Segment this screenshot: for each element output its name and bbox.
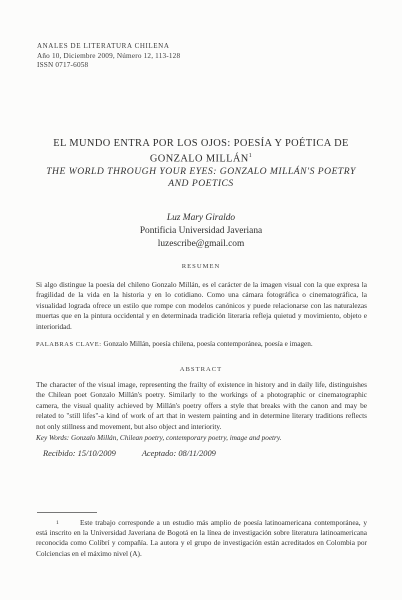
footnote-mark: 1	[56, 520, 59, 526]
key-words-label: Key Words:	[36, 434, 70, 442]
journal-issue: Año 10, Diciembre 2009, Número 12, 113-128	[37, 51, 181, 60]
abstract-heading: ABSTRACT	[179, 366, 223, 373]
resumen-heading: RESUMEN	[181, 263, 221, 270]
submission-dates	[43, 449, 216, 458]
palabras-clave-label: PALABRAS CLAVE:	[36, 341, 102, 348]
footnote-divider	[37, 512, 97, 513]
key-words	[36, 433, 367, 443]
title-es-text: EL MUNDO ENTRA POR LOS OJOS: POESÍA Y POÉTICA DE GONZALO MILLÁN	[53, 138, 349, 165]
received-date: Recibido: 15/10/2009	[43, 449, 116, 458]
journal-header	[37, 42, 180, 71]
abstract-body: The character of the visual image, representing the frailty of existence in history and in daily life, distinguishes the Chilean poet Gonzalo Millán's poetry. Similarly to the workings of a photographic or cinematographic camera, the visual quality achieved by Millán's poetry offers a style that breaks with the canon and may be related to "still lifes"-a kind of work of art that in western painting and in determine literary traditions reflects not only stillness and movement, but also object and interiority.	[36, 380, 367, 431]
author-email[interactable]: luzescribe@gmail.com	[157, 239, 245, 249]
footnote	[36, 518, 367, 559]
article-title-spanish	[36, 138, 366, 166]
author-affiliation: Pontificia Universidad Javeriana	[139, 226, 263, 236]
resumen-body: Si algo distingue la poesía del chileno Gonzalo Millán, es el carácter de la imagen visual con la que expresa la fragilidad de la vida en la historia y en lo cotidiano. Como una cámara fotográfica o cinematográfica, la visualidad lograda ofrece un estilo que rompe con modelos canónicos y puede relacionarse con las naturalezas muertas que en la pintura occidental y en determinada tradición literaria refleja quietud y movimiento, objeto e interioridad.	[36, 280, 367, 331]
journal-issn: ISSN 0717-6058	[37, 61, 89, 70]
author-name: Luz Mary Giraldo	[166, 213, 236, 223]
title-footnote-mark: 1	[248, 153, 253, 160]
palabras-clave-text: Gonzalo Millán, poesía chilena, poesía contemporánea, poesía e imagen.	[103, 340, 313, 348]
accepted-date: Aceptado: 08/11/2009	[141, 449, 216, 458]
palabras-clave	[36, 339, 367, 350]
journal-name: ANALES DE LITERATURA CHILENA	[37, 42, 170, 50]
key-words-text: Gonzalo Millán, Chilean poetry, contemporary poetry, image and poetry.	[71, 434, 282, 442]
article-title-english: THE WORLD THROUGH YOUR EYES: GONZALO MILLÁN'S POETRY AND POETICS	[46, 166, 356, 189]
footnote-text: Este trabajo corresponde a un estudio más amplio de poesía latinoamericana contemporánea, y está inscrito en la Universidad Javeriana de Bogotá en la línea de investigación sobre literatura latinoamericana reconocida como Colibrí y compañía. La autora y el grupo de investigación están acreditados en Colombia por Colciencias en el máximo nivel (A).	[36, 518, 367, 558]
